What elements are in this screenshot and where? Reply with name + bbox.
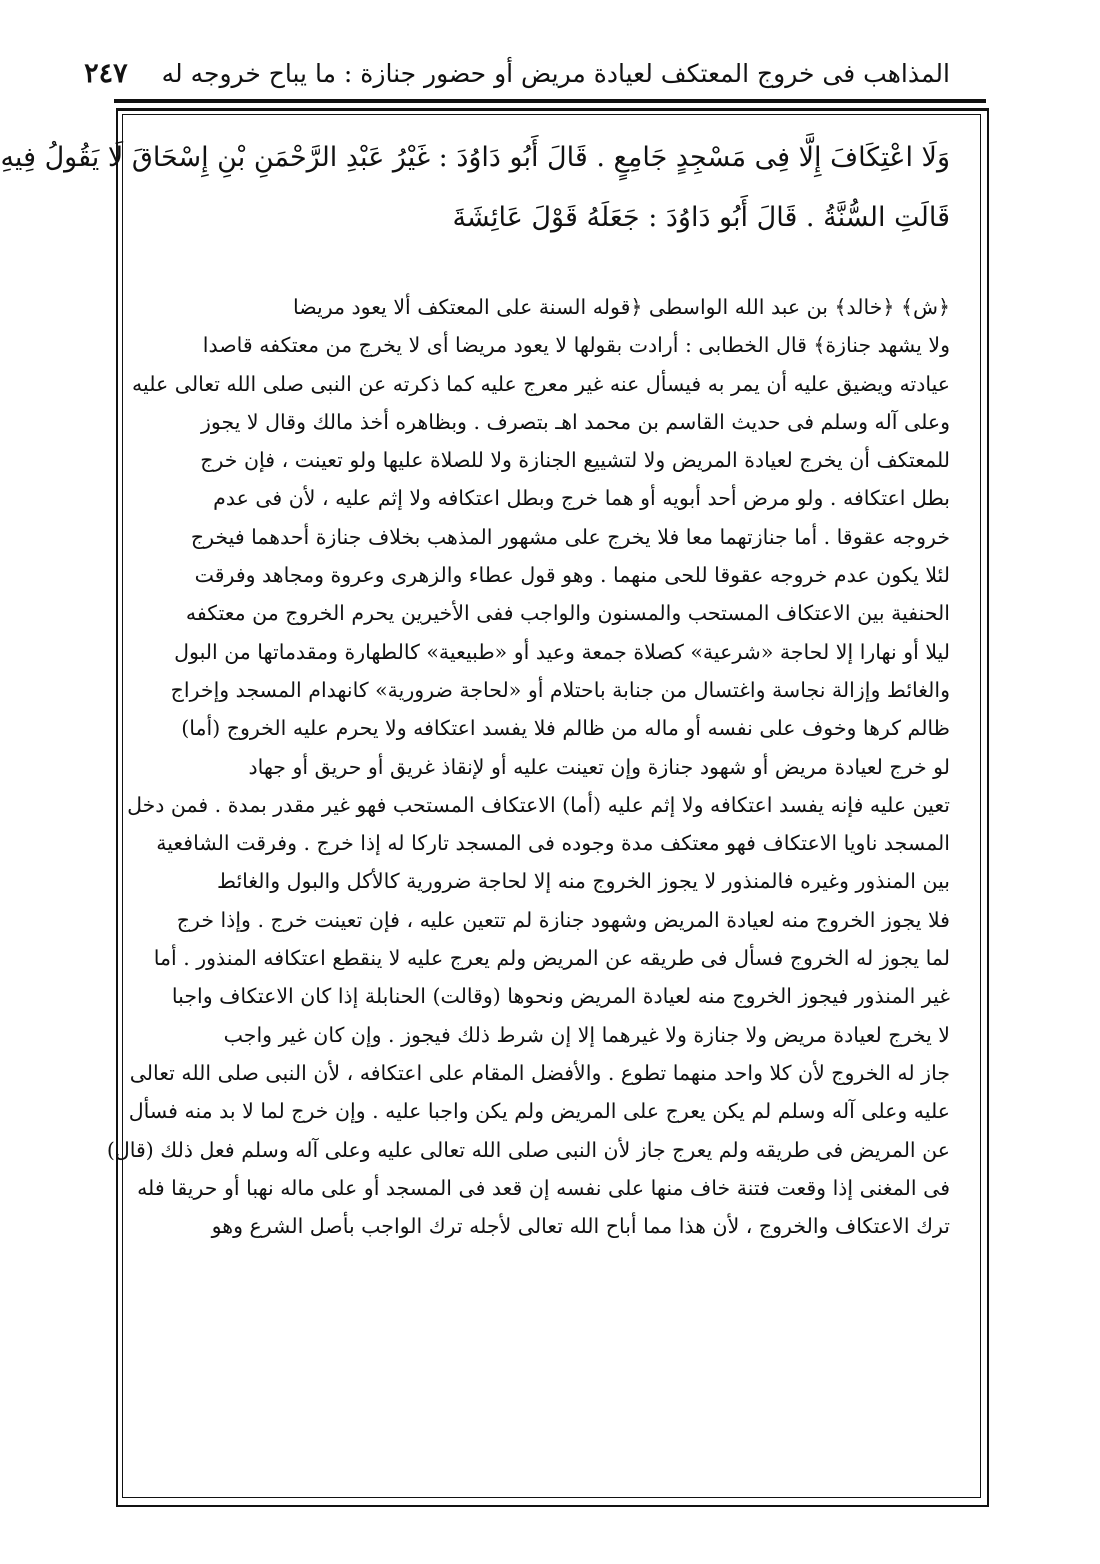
commentary-line: خروجه عقوقا . أما جنازتهما معا فلا يخرج على مشهور المذهب بخلاف جنازة أحدهما فيخرج: [190, 524, 950, 549]
commentary-line: تعين عليه فإنه يفسد اعتكافه ولا إثم عليه (أما) الاعتكاف المستحب فهو غير مقدر بمدة . فمن دخل: [127, 792, 950, 817]
section-gap: [150, 248, 950, 288]
commentary-line: ليلا أو نهارا إلا لحاجة «شرعية» كصلاة جمعة وعيد أو «طبيعية» كالطهارة ومقدماتها من البول: [174, 639, 950, 664]
commentary-line: الحنفية بين الاعتكاف المستحب والمسنون والواجب ففى الأخيرين يحرم الخروج من معتكفه: [185, 601, 950, 626]
hadith-line: وَلَا اعْتِكَافَ إِلَّا فِى مَسْجِدٍ جَامِعٍ . قَالَ أَبُو دَاوُدَ : غَيْرُ عَبْدِ الرَّحْمَنِ بْنِ إِسْحَاقَ لَا يَقُولُ فِيهِ: [0, 142, 950, 173]
commentary-line: بطل اعتكافه . ولو مرض أحد أبويه أو هما خرج وبطل اعتكافه ولا إثم عليه ، لأن فى عدم: [213, 486, 950, 511]
commentary-line: عيادته ويضيق عليه أن يمر به فيسأل عنه غير معرج عليه كما ذكرته عن النبى صلى الله تعالى عليه: [132, 371, 950, 396]
commentary-line: المسجد ناويا الاعتكاف فهو معتكف مدة وجوده فى المسجد تاركا له إذا خرج . وفرقت الشافعية: [156, 831, 950, 856]
commentary-line: والغائط وإزالة نجاسة واغتسال من جنابة باحتلام أو «لحاجة ضرورية» كانهدام المسجد وإخراج: [170, 677, 950, 702]
running-title: المذاهب فى خروج المعتكف لعيادة مريض أو حضور جنازة : ما يباح خروجه له: [161, 58, 950, 88]
commentary-line: ترك الاعتكاف والخروج ، لأن هذا مما أباح الله تعالى لأجله ترك الواجب بأصل الشرع وهو: [211, 1214, 950, 1239]
commentary-line: ﴿ش﴾ ﴿خالد﴾ بن عبد الله الواسطى ﴿قوله السنة على المعتكف ألا يعود مريضا: [293, 295, 950, 319]
commentary-line: فى المغنى إذا وقعت فتنة خاف منها على نفسه إن قعد فى المسجد أو على ماله نهبا أو حريقا فله: [137, 1175, 950, 1200]
commentary-line: ولا يشهد جنازة﴾ قال الخطابى : أرادت بقولها لا يعود مريضا أى لا يخرج من معتكفه قاصدا: [202, 333, 950, 358]
commentary-line: عن المريض فى طريقه ولم يعرج جاز لأن النبى صلى الله تعالى عليه وعلى آله وسلم فعل ذلك (قال): [106, 1137, 950, 1162]
commentary-line: وعلى آله وسلم فى حديث القاسم بن محمد اهـ بتصرف . وبظاهره أخذ مالك وقال لا يجوز: [200, 409, 950, 434]
commentary-line: بين المنذور وغيره فالمنذور لا يجوز الخروج منه إلا لحاجة ضرورية كالأكل والبول والغائط: [216, 869, 950, 894]
commentary-line: غير المنذور فيجوز الخروج منه لعيادة المريض ونحوها (وقالت) الحنابلة إذا كان الاعتكاف واجبا: [171, 984, 950, 1009]
commentary-line: لو خرج لعيادة مريض أو شهود جنازة وإن تعينت عليه أو لإنقاذ غريق أو حريق أو جهاد: [248, 754, 950, 779]
commentary-line: للمعتكف أن يخرج لعيادة المريض ولا لتشييع الجنازة ولا للصلاة عليها ولو تعينت ، فإن خرج: [200, 448, 950, 473]
hadith-line: قَالَتِ السُّنَّةُ . قَالَ أَبُو دَاوُدَ : جَعَلَهُ قَوْلَ عَائِشَةَ: [452, 202, 950, 233]
page-header: [84, 52, 950, 94]
commentary-line: ظالم كرها وخوف على نفسه أو ماله من ظالم فلا يفسد اعتكافه ولا يحرم عليه الخروج (أما): [181, 716, 950, 741]
commentary-line: لما يجوز له الخروج فسأل فى طريقه عن المريض ولم يعرج عليه لا ينقطع اعتكافه المنذور . أما: [153, 946, 950, 971]
commentary-line: لا يخرج لعيادة مريض ولا جنازة ولا غيرهما إلا إن شرط ذلك فيجوز . وإن كان غير واجب: [223, 1022, 950, 1047]
commentary-line: جاز له الخروج لأن كلا واحد منهما تطوع . والأفضل المقام على اعتكافه ، لأن النبى صلى الله تعالى: [129, 1060, 950, 1085]
commentary-line: لئلا يكون عدم خروجه عقوقا للحى منهما . وهو قول عطاء والزهرى وعروة ومجاهد وفرقت: [194, 563, 950, 588]
commentary: [106, 288, 950, 1245]
page-body: [0, 116, 950, 1245]
page-number: ٢٤٧: [84, 57, 128, 89]
header-rule: [114, 99, 986, 103]
commentary-line: فلا يجوز الخروج منه لعيادة المريض وشهود جنازة لم تتعين عليه ، فإن تعينت خرج . وإذا خرج: [176, 907, 950, 932]
commentary-line: عليه وعلى آله وسلم لم يكن يعرج على المريض ولم يكن واجبا عليه . وإن خرج لما لا بد منه فسأل: [128, 1099, 950, 1124]
